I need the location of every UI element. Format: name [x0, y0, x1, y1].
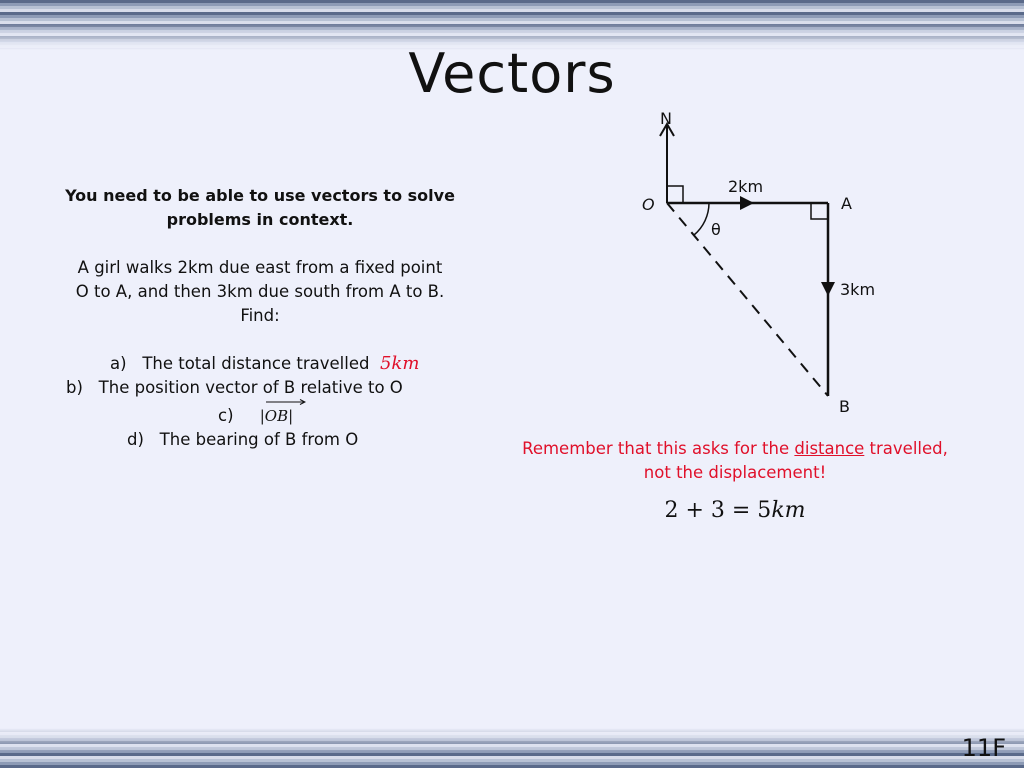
question-b	[66, 376, 403, 400]
point-o-label: O	[642, 195, 655, 214]
bottom-decorative-band	[0, 728, 1024, 768]
angle-arc	[694, 203, 709, 235]
slide-number: 11F	[961, 734, 1006, 762]
vector-diagram	[620, 100, 920, 420]
magnitude-ob-text: |OB|	[259, 407, 294, 425]
reminder-note	[485, 437, 985, 485]
angle-label: θ	[711, 220, 721, 239]
reminder-line-2: not the displacement!	[643, 463, 827, 482]
intro-line-2: problems in context.	[166, 210, 354, 229]
question-d-text: The bearing of B from O	[159, 430, 359, 449]
right-angle-o	[667, 186, 683, 203]
intro-line-1: You need to be able to use vectors to solve	[65, 186, 455, 205]
point-a-label: A	[841, 194, 852, 213]
problem-line-1: A girl walks 2km due east from a fixed point	[77, 258, 443, 277]
reminder-line-1	[485, 437, 985, 461]
problem-line-3: Find:	[240, 306, 280, 325]
reminder-underlined: distance	[794, 439, 865, 458]
right-angle-a	[811, 203, 828, 219]
east-arrow-icon	[740, 196, 754, 210]
question-d	[127, 428, 358, 452]
question-a	[110, 352, 419, 376]
reminder-part-2: travelled,	[864, 439, 948, 458]
intro-text	[40, 184, 480, 232]
question-a-text: The total distance travelled	[142, 354, 370, 373]
reminder-part-1: Remember that this asks for the	[522, 439, 795, 458]
problem-line-2: O to A, and then 3km due south from A to B.	[75, 282, 445, 301]
problem-statement	[40, 256, 480, 328]
question-b-label: b)	[66, 378, 83, 397]
magnitude-ob	[260, 404, 293, 428]
question-a-answer: 5km	[379, 353, 420, 374]
calculation-unit: km	[771, 498, 806, 523]
east-leg-label: 2km	[728, 177, 764, 196]
question-c	[218, 404, 293, 428]
slide-title: Vectors	[408, 42, 616, 105]
south-arrow-icon	[821, 282, 835, 296]
question-d-label: d)	[127, 430, 144, 449]
question-b-text: The position vector of B relative to O	[98, 378, 403, 397]
calculation	[600, 498, 870, 523]
vector-arrow-icon	[266, 399, 306, 405]
south-leg-label: 3km	[840, 280, 876, 299]
calculation-expression: 2 + 3 = 5	[664, 498, 772, 523]
point-b-label: B	[839, 397, 850, 416]
question-a-label: a)	[110, 354, 127, 373]
question-c-label: c)	[218, 406, 234, 425]
displacement-dashed-line	[667, 203, 828, 396]
north-label: N	[660, 109, 672, 128]
